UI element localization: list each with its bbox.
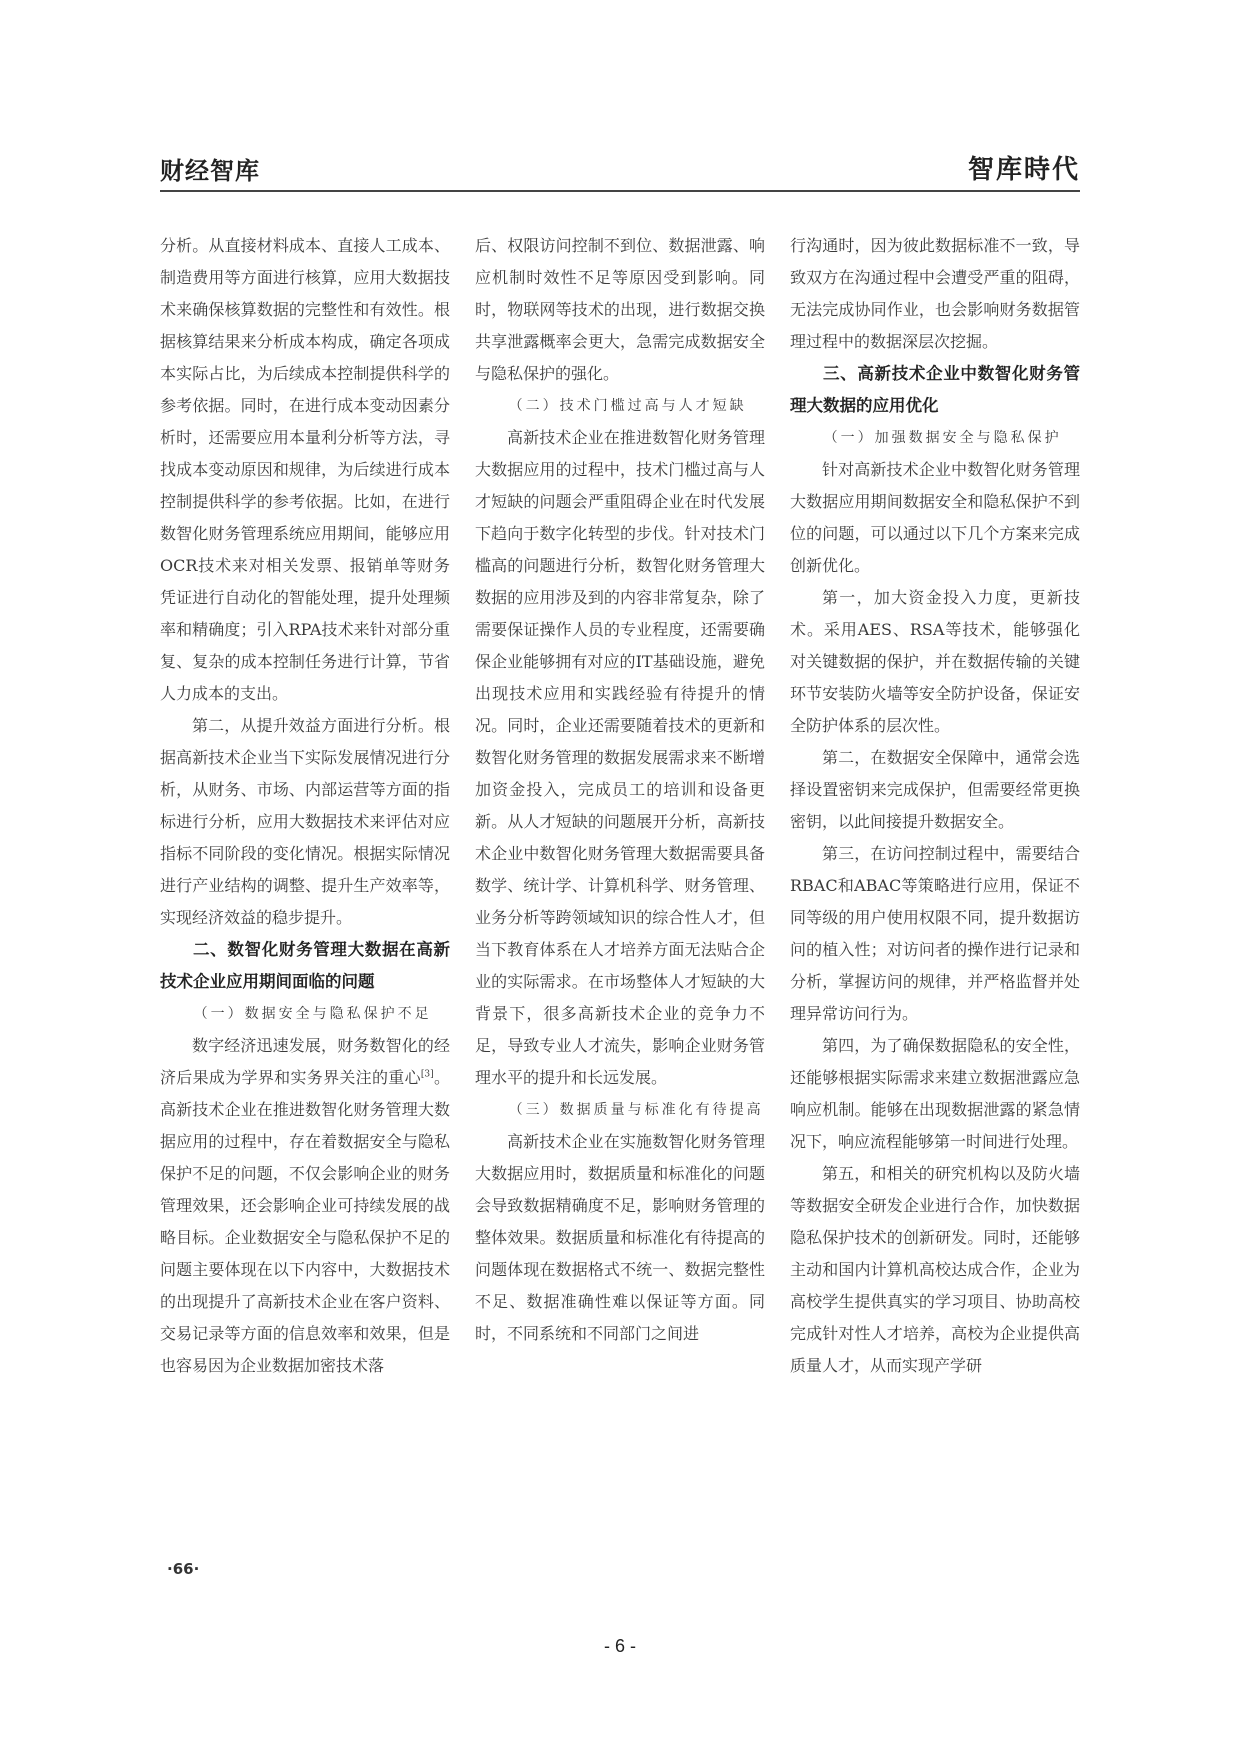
paragraph: 第二，从提升效益方面进行分析。根据高新技术企业当下实际发展情况进行分析，从财务、市场、内部运营等方面的指标进行分析，应用大数据技术来评估对应指标不同阶段的变化情况。根据实际情况进行产业结构的调整、提升生产效率等，实现经济效益的稳步提升。: [160, 716, 450, 927]
paragraph: 第四，为了确保数据隐私的安全性，还能够根据实际需求来建立数据泄露应急响应机制。能够在出现数据泄露的紧急情况下，响应流程能够第一时间进行处理。: [790, 1036, 1080, 1151]
section-heading-2: 二、数智化财务管理大数据在高新技术企业应用期间面临的问题: [160, 940, 450, 991]
citation-ref: [3]: [420, 1069, 434, 1080]
column-1: [160, 230, 450, 1382]
paragraph: 分析。从直接材料成本、直接人工成本、制造费用等方面进行核算，应用大数据技术来确保核算数据的完整性和有效性。根据核算结果来分析成本构成，确定各项成本实际占比，为后续成本控制提供科学的参考依据。同时，在进行成本变动因素分析时，还需要应用本量利分析等方法，寻找成本变动原因和规律，为后续进行成本控制提供科学的参考依据。比如，在进行数智化财务管理系统应用期间，能够应用OCR技术来对相关发票、报销单等财务凭证进行自动化的智能处理，提升处理频率和精确度；引入RPA技术来针对部分重复、复杂的成本控制任务进行计算，节省人力成本的支出。: [160, 236, 450, 703]
paragraph: 第三，在访问控制过程中，需要结合RBAC和ABAC等策略进行应用，保证不同等级的用户使用权限不同，提升数据访问的植入性；对访问者的操作进行记录和分析，掌握访问的规律，并严格监督并处理异常访问行为。: [790, 844, 1080, 1023]
section-title: 财经智库: [160, 157, 260, 185]
running-header: [160, 150, 1080, 192]
paragraph: 第二，在数据安全保障中，通常会选择设置密钥来完成保护，但需要经常更换密钥，以此间接提升数据安全。: [790, 748, 1080, 831]
paragraph: 行沟通时，因为彼此数据标准不一致，导致双方在沟通过程中会遭受严重的阻碍，无法完成协同作业，也会影响财务数据管理过程中的数据深层次挖掘。: [790, 236, 1080, 351]
paragraph: 第一，加大资金投入力度，更新技术。采用AES、RSA等技术，能够强化对关键数据的保护，并在数据传输的关键环节安装防火墙等安全防护设备，保证安全防护体系的层次性。: [790, 588, 1080, 735]
document-page-number: - 6 -: [603, 1636, 636, 1656]
section-heading-3: 三、高新技术企业中数智化财务管理大数据的应用优化: [790, 364, 1080, 415]
paragraph: 高新技术企业在实施数智化财务管理大数据应用时，数据质量和标准化的问题会导致数据精确度不足，影响财务管理的整体效果。数据质量和标准化有待提高的问题体现在数据格式不统一、数据完整性不足、数据准确性难以保证等方面。同时，不同系统和不同部门之间进: [475, 1132, 765, 1343]
column-2: [475, 230, 765, 1350]
subsection-heading-2-3: （三）数据质量与标准化有待提高: [508, 1102, 764, 1118]
paragraph: 第五，和相关的研究机构以及防火墙等数据安全研发企业进行合作，加快数据隐私保护技术的创新研发。同时，还能够主动和国内计算机高校达成合作，企业为高校学生提供真实的学习项目、协助高校完成针对性人才培养，高校为企业提供高质量人才，从而实现产学研: [790, 1164, 1080, 1375]
paragraph-text: 。高新技术企业在推进数智化财务管理大数据应用的过程中，存在着数据安全与隐私保护不足的问题，不仅会影响企业的财务管理效果，还会影响企业可持续发展的战略目标。企业数据安全与隐私保护不足的问题主要体现在以下内容中，大数据技术的出现提升了高新技术企业在客户资料、交易记录等方面的信息效率和效果，但是也容易因为企业数据加密技术落: [160, 1068, 450, 1375]
paragraph: [160, 1030, 450, 1382]
article-body: [160, 230, 1080, 1520]
journal-title: 智库時代: [967, 155, 1080, 185]
paragraph: 针对高新技术企业中数智化财务管理大数据应用期间数据安全和隐私保护不到位的问题，可以通过以下几个方案来完成创新优化。: [790, 460, 1080, 575]
paragraph: 后、权限访问控制不到位、数据泄露、响应机制时效性不足等原因受到影响。同时，物联网等技术的出现，进行数据交换共享泄露概率会更大，急需完成数据安全与隐私保护的强化。: [475, 236, 765, 383]
subsection-heading-2-1: （一）数据安全与隐私保护不足: [193, 1006, 432, 1022]
paragraph-text: 数字经济迅速发展，财务数智化的经济后果成为学界和实务界关注的重心: [160, 1036, 450, 1087]
column-3: [790, 230, 1080, 1382]
journal-page-number: ·66·: [167, 1560, 200, 1578]
subsection-heading-3-1: （一）加强数据安全与隐私保护: [823, 430, 1062, 446]
paragraph: 高新技术企业在推进数智化财务管理大数据应用的过程中，技术门槛过高与人才短缺的问题会严重阻碍企业在时代发展下趋向于数字化转型的步伐。针对技术门槛高的问题进行分析，数智化财务管理大数据的应用涉及到的内容非常复杂，除了需要保证操作人员的专业程度，还需要确保企业能够拥有对应的IT基础设施，避免出现技术应用和实践经验有待提升的情况。同时，企业还需要随着技术的更新和数智化财务管理的数据发展需求来不断增加资金投入，完成员工的培训和设备更新。从人才短缺的问题展开分析，高新技术企业中数智化财务管理大数据需要具备数学、统计学、计算机科学、财务管理、业务分析等跨领域知识的综合性人才，但当下教育体系在人才培养方面无法贴合企业的实际需求。在市场整体人才短缺的大背景下，很多高新技术企业的竞争力不足，导致专业人才流失，影响企业财务管理水平的提升和长远发展。: [475, 428, 765, 1087]
subsection-heading-2-2: （二）技术门槛过高与人才短缺: [508, 398, 747, 414]
